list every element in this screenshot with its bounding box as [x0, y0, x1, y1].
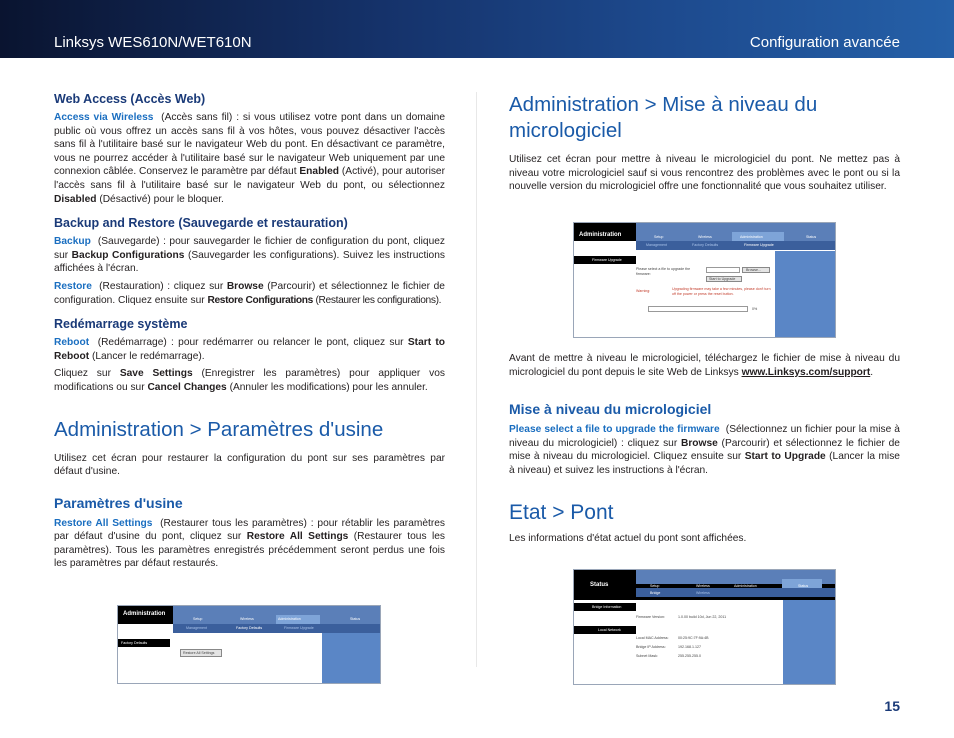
shot-row-label: Firmware Version:: [636, 615, 665, 619]
shot-tab: Setup: [650, 584, 660, 588]
shot-row-value: 1.0.00 build 10d, Jun 22, 2011: [678, 615, 727, 619]
shot-tab: Administration: [278, 617, 301, 621]
web-access-text-2: (Activé), pour autoriser l'accès sans fil à l'utilitaire basé sur le navigateur Web du pont, ou sélectionnez: [54, 166, 445, 191]
shot-title: Status: [590, 582, 609, 588]
access-via-wireless-keyword: Access via Wireless: [54, 112, 154, 123]
status-intro: Les informations d'état actuel du pont sont affichées.: [509, 532, 747, 544]
shot-subtab: Management: [186, 626, 207, 630]
shot-warning-text: Upgrading firmware may take a few minutes, please don't turn off the power or press the reset button.: [672, 287, 771, 296]
save-paragraph: [54, 367, 445, 394]
shot-side-label: Factory Defaults: [121, 641, 148, 645]
firmware-text-3: (Lancer la mise à niveau) et suivez les instructions à l'écran.: [509, 451, 900, 476]
restore-text-1: (Restauration) : cliquez sur: [99, 280, 224, 292]
shot-right-band: [775, 251, 835, 337]
shot-side-label: Firmware Upgrade: [592, 258, 622, 262]
shot-tab: Administration: [740, 235, 763, 239]
factory-intro: Utilisez cet écran pour restaurer la configuration du pont sur ses paramètres par défaut d'usine.: [54, 452, 445, 478]
shot-file-input: [706, 267, 740, 273]
save-text-3: (Annuler les modifications) pour les annuler.: [229, 381, 428, 393]
product-name: Linksys WES610N/WET610N: [54, 34, 252, 51]
restore-configurations-keyword: Restore Configurations: [207, 294, 313, 306]
firmware-select-paragraph: [509, 423, 900, 477]
backup-configurations-keyword: Backup Configurations: [71, 249, 185, 261]
factory-defaults-title: Administration > Paramètres d'usine: [54, 417, 384, 441]
shot-row-label: Subnet Mask:: [636, 654, 658, 658]
firmware-text-2: (Parcourir) et sélectionnez le fichier de mise à niveau du micrologiciel. Cliquez ensuite sur: [509, 437, 900, 463]
shot-warning-label: Warning:: [636, 289, 651, 293]
shot-browse-label: Browse...: [746, 268, 761, 272]
shot-tab: Setup: [654, 235, 664, 239]
shot-restore-label: Restore All Settings: [183, 651, 215, 655]
column-divider: [476, 92, 477, 667]
shot-side-label: Local Network: [598, 628, 621, 632]
backup-heading: Backup and Restore (Sauvegarde et restauration): [54, 216, 348, 231]
select-file-keyword: Please select a file to upgrade the firmware: [509, 424, 720, 436]
shot-subtab: Management: [646, 243, 667, 247]
shot-row-label: Bridge IP Address:: [636, 645, 666, 649]
restore-text-2: (Parcourir) et sélectionnez le fichier de configuration. Cliquez ensuite sur: [54, 280, 445, 306]
shot-title: Administration: [579, 232, 622, 238]
save-text-2: (Enregistrer les paramètres) pour appliquer vos modifications ou sur: [54, 368, 445, 393]
factory-defaults-screenshot: [117, 605, 381, 684]
reboot-paragraph: [54, 336, 445, 363]
shot-row-value: 192.168.1.127: [678, 645, 701, 649]
factory-subheading: Paramètres d'usine: [54, 494, 183, 511]
shot-row-value: 00:25:9C:7F:9A:4B: [678, 636, 709, 640]
shot-upgrade-label: Start to Upgrade: [709, 277, 736, 281]
reboot-heading: Redémarrage système: [54, 317, 188, 332]
shot-subtab: Wireless: [696, 591, 710, 595]
restore-text-3: (Restaurer les configurations).: [315, 294, 442, 306]
left-column: [54, 92, 445, 575]
page-number: 15: [884, 698, 900, 714]
shot-row-label: Local MAC Address:: [636, 636, 669, 640]
shot-tab: Wireless: [698, 235, 712, 239]
reboot-text-2: (Lancer le redémarrage).: [91, 350, 205, 362]
right-column-lower: [509, 352, 900, 549]
web-access-text-1: (Accès sans fil) : si vous utilisez votre pont dans un domaine public où vous offrez un accès sans fil à vos hôtes, vous pouvez désactiver l'accès sans fil à l'utilitaire basé sur le navigateur Web du pont. En désactivant ce paramètre, vous ne pourrez accéder à l'utilitaire basé sur le navigateur Web uniquement par une connexion câblée. Conservez le paramètre par défaut: [54, 112, 445, 178]
section-name: Configuration avancée: [749, 34, 900, 51]
shot-tab: Wireless: [696, 584, 710, 588]
reboot-text-1: (Redémarrage) : pour redémarrer ou relancer le pont, cliquez sur: [97, 337, 404, 349]
backup-paragraph: [54, 235, 445, 276]
firmware-intro: Utilisez cet écran pour mettre à niveau le micrologiciel du pont. Ne mettez pas à niveau votre micrologiciel sauf si vous rencontrez des problèmes avec le pont ou si la nouvelle version du micrologiciel offre une fonctionnalité que vous souhaitez utiliser.: [509, 154, 900, 193]
right-column: [509, 92, 900, 198]
page-header: [0, 0, 954, 58]
restore-all-settings-keyword: Restore All Settings: [54, 517, 153, 529]
shot-right-band: [322, 633, 380, 683]
web-access-paragraph: [54, 111, 445, 206]
shot-tab: Status: [798, 584, 809, 588]
backup-keyword: Backup: [54, 236, 91, 248]
linksys-support-link[interactable]: www.Linksys.com/support: [741, 366, 871, 378]
before-upgrade-text: Avant de mettre à niveau le micrologiciel, téléchargez le fichier de mise à niveau du micrologiciel du pont depuis le site Web de Linksys: [509, 353, 900, 378]
shot-subtabs: [636, 588, 836, 597]
restore-paragraph: [54, 280, 445, 307]
firmware-upgrade-title: Administration > Mise à niveau du micrologiciel: [509, 93, 818, 142]
web-access-heading: Web Access (Accès Web): [54, 92, 206, 106]
backup-text-1: (Sauvegarde) : pour sauvegarder le fichier de configuration du pont, cliquez sur: [54, 236, 445, 261]
disabled-keyword: Disabled: [54, 193, 97, 205]
enabled-keyword: Enabled: [299, 166, 340, 178]
web-access-text-3: (Désactivé) pour le bloquer.: [99, 193, 224, 205]
shot-tab: Status: [806, 235, 817, 239]
factory-paragraph: [54, 517, 445, 571]
shot-side-label: Bridge Information: [592, 605, 622, 609]
restore-all-settings-bold: Restore All Settings: [246, 531, 349, 543]
firmware-text-1: (Sélectionnez un fichier pour la mise à niveau du micrologiciel) : cliquez sur: [509, 424, 900, 449]
shot-progress-bar: [648, 306, 748, 312]
reboot-keyword: Reboot: [54, 337, 90, 349]
shot-select-label: Please select a file to upgrade the firmware:: [636, 267, 691, 276]
shot-tab: Setup: [193, 617, 203, 621]
shot-row-value: 255.255.255.0: [678, 654, 701, 658]
shot-tab: Wireless: [240, 617, 254, 621]
firmware-upgrade-screenshot: [573, 222, 836, 338]
shot-subtab: Bridge: [650, 591, 661, 595]
restore-keyword: Restore: [54, 280, 92, 292]
shot-tab: Administration: [734, 584, 757, 588]
factory-text-1: (Restaurer tous les paramètres) : pour rétablir les paramètres par défaut d'usine du pont, cliquez sur: [54, 517, 445, 543]
shot-right-band: [783, 600, 835, 684]
shot-tab: Status: [350, 617, 361, 621]
status-bridge-title: Etat > Pont: [509, 500, 614, 524]
cancel-changes-keyword: Cancel Changes: [147, 381, 227, 393]
save-settings-keyword: Save Settings: [119, 368, 193, 380]
save-text-1: Cliquez sur: [54, 368, 111, 380]
browse-keyword: Browse: [226, 280, 264, 292]
shot-subtab: Firmware Upgrade: [744, 243, 774, 247]
shot-subtab: Factory Defaults: [692, 243, 719, 247]
shot-subtab: Factory Defaults: [236, 626, 263, 630]
before-upgrade-paragraph: Avant de mettre à niveau le micrologiciel, téléchargez le fichier de mise à niveau du micrologiciel du pont depuis le site Web de Linksys www.Linksys.com/support.: [509, 353, 900, 378]
factory-text-2: (Restaurer tous les paramètres). Tous les paramètres enregistrés précédemment seront perdus une fois les paramètres par défaut restaurés.: [54, 531, 445, 570]
firmware-subheading: Mise à niveau du micrologiciel: [509, 401, 712, 418]
start-to-reboot-keyword: Start to Reboot: [54, 337, 445, 362]
start-to-upgrade-bold: Start to Upgrade: [744, 451, 826, 463]
shot-progress-text: 0%: [752, 307, 758, 311]
browse-bold: Browse: [680, 437, 718, 449]
shot-title: Administration: [123, 611, 166, 617]
shot-subtab: Firmware Upgrade: [284, 626, 314, 630]
backup-text-2: (Sauvegarder les configurations). Suivez les instructions affichées à l'écran.: [54, 249, 445, 275]
status-screenshot: [573, 569, 836, 685]
